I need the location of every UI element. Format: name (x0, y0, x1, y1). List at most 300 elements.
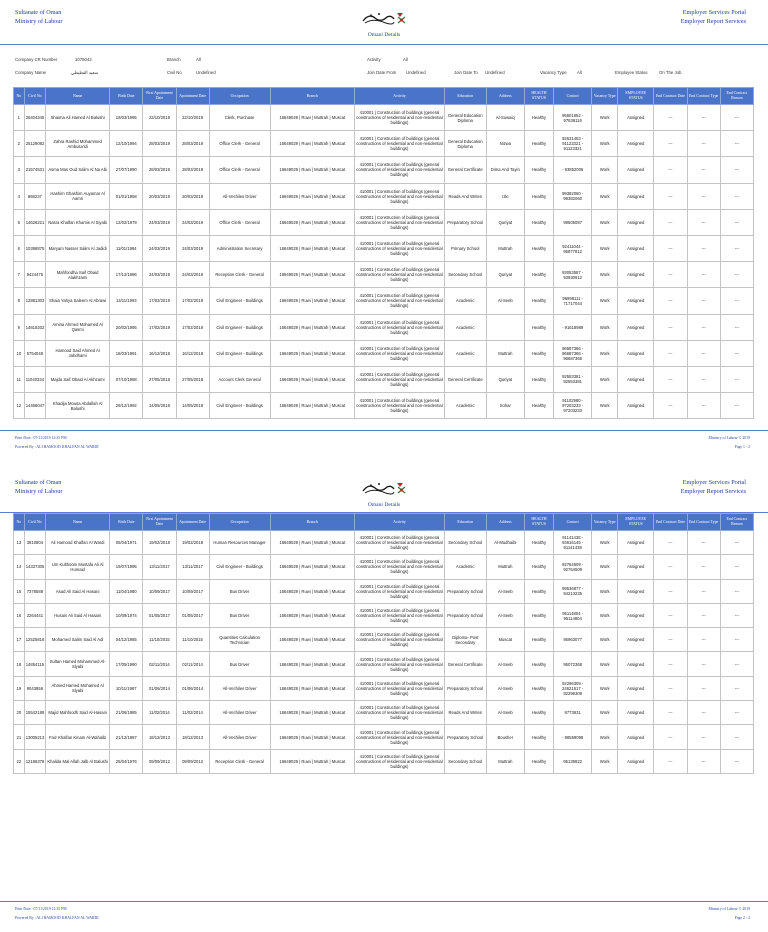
cell-health-status: Healthy (525, 157, 554, 183)
cell-branch: 16649029 | Ruwi | Muttrah | Muscat (270, 701, 354, 725)
column-header-activity: Activity (355, 88, 445, 105)
cell-vacancy-type: Work (592, 183, 618, 209)
cell-appointment-date: 11/02/2014 (176, 701, 209, 725)
cell-vacancy-type: Work (592, 531, 618, 555)
cell-contact: 95114804 - 95114804 (553, 603, 591, 627)
cell-name: Khalida Mal Allah Jalb Al Balushi (46, 749, 110, 773)
cell-first-appointment-date: 11/10/2015 (143, 628, 176, 652)
table-row (14, 314, 754, 340)
table-header-row (14, 88, 754, 105)
cell-contact: 9773631 (553, 701, 591, 725)
company-cr-value: 1075042 (75, 57, 92, 62)
cell-name: Mahfoodha Saif Obaid Alakhzami (46, 262, 110, 288)
cell-contact: 95601652 - 97636116 (553, 105, 591, 131)
cell-contact: - 91618989 (553, 314, 591, 340)
copyright: Ministry of Labour © 2019 (708, 436, 750, 440)
cell-end-contract-date: --- (654, 340, 687, 366)
cell-name: Ahmed Hamed Mohamed Al Siyabi (46, 676, 110, 700)
cell-end-contract-date: --- (654, 157, 687, 183)
column-header-birth-date: Birth Date (110, 88, 143, 105)
cell-birth-date: 01/01/1958 (110, 183, 143, 209)
cell-no: 6 (14, 235, 25, 261)
cell-contact: 96687366 - 96687366 - 96687366 (553, 340, 591, 366)
cell-occupation: Civil Engineer - Buildings (209, 314, 270, 340)
cell-education: General Education Diploma (444, 105, 486, 131)
employee-table-page-2 (13, 513, 754, 774)
column-header-health-status: HEALTH STATUS (525, 514, 554, 531)
cell-education: Preparatory School (444, 579, 486, 603)
cell-branch: 16649029 | Ruwi | Muttrah | Muscat (270, 209, 354, 235)
ministry-name: Ministry of Labour (15, 488, 63, 495)
employee-table-page-1 (13, 87, 754, 419)
cell-address: Al-Suwaiq (486, 105, 524, 131)
table-row (14, 531, 754, 555)
cell-end-contract-reason: --- (720, 579, 753, 603)
cell-name: Hamood Said Ahmed Al Jahdhami (46, 340, 110, 366)
cell-name: Shaima Ali Hamed Al Balushi (46, 105, 110, 131)
cell-branch: 16649029 | Ruwi | Muttrah | Muscat (270, 366, 354, 392)
cell-appointment-date: 17/02/2019 (176, 314, 209, 340)
cell-appointment-date: 02/11/2014 (176, 652, 209, 676)
cell-first-appointment-date: 11/02/2014 (143, 701, 176, 725)
cell-occupation: Quantities Calculation Technician (209, 628, 270, 652)
cell-end-contract-type: --- (687, 579, 720, 603)
cell-contact: 95139822 (553, 749, 591, 773)
cell-civil-no: 14854115 (24, 652, 45, 676)
cell-contact: 91141438 - 93616145 - 91141438 (553, 531, 591, 555)
cell-activity: 410001 | Construction of buildings (general constructions of residential and non-residential buildings) (355, 288, 445, 314)
cell-end-contract-type: --- (687, 235, 720, 261)
cell-end-contract-date: --- (654, 676, 687, 700)
cell-occupation: Clerk, Purchase (209, 105, 270, 131)
cell-civil-no: 14468047 (24, 393, 45, 419)
cell-end-contract-date: --- (654, 235, 687, 261)
cell-occupation: Reception Clerk - General (209, 749, 270, 773)
cell-first-appointment-date: 22/10/2019 (143, 105, 176, 131)
table-header-row (14, 514, 754, 531)
cell-activity: 410001 | Construction of buildings (general constructions of residential and non-residential buildings) (355, 749, 445, 773)
cell-activity: 410001 | Construction of buildings (general constructions of residential and non-residential buildings) (355, 652, 445, 676)
report-page-2 (0, 466, 768, 932)
cell-name: Sultan Hamed Mohammed Al-Siyabi (46, 652, 110, 676)
report-title: Omani Details (367, 502, 401, 508)
cell-occupation: All-Vechiles Driver (209, 676, 270, 700)
cell-contact: 92411044 - 95877812 (553, 235, 591, 261)
cell-end-contract-reason: --- (720, 603, 753, 627)
cell-branch: 16649029 | Ruwi | Muttrah | Muscat (270, 652, 354, 676)
cell-end-contract-reason: --- (720, 183, 753, 209)
cell-employee-status: Assigned (618, 701, 654, 725)
cell-branch: 16649029 | Ruwi | Muttrah | Muscat (270, 531, 354, 555)
cell-health-status: Healthy (525, 366, 554, 392)
cell-contact: 95963077 (553, 628, 591, 652)
cell-no: 1 (14, 105, 25, 131)
cell-address: Al-Seeb (486, 579, 524, 603)
cell-first-appointment-date: 16/12/2018 (143, 340, 176, 366)
cell-birth-date: 17/12/1986 (110, 262, 143, 288)
cell-occupation: Office Clerk - General (209, 209, 270, 235)
cell-name: Maryam Nasser Salim Al Jadidi (46, 235, 110, 261)
cell-education: Secondary School (444, 531, 486, 555)
column-header-contact: Contact (553, 88, 591, 105)
cell-birth-date: 20/02/1995 (110, 314, 143, 340)
powered-by: Powered By : ALI HAMOOD KHALFAN AL WARDI (15, 916, 99, 920)
cell-civil-no: 14337305 (24, 555, 45, 579)
cell-health-status: Healthy (525, 725, 554, 749)
cell-birth-date: 11/04/1980 (110, 579, 143, 603)
cell-end-contract-reason: --- (720, 701, 753, 725)
cell-end-contract-date: --- (654, 628, 687, 652)
cell-address: Dima And Tayin (486, 157, 524, 183)
cell-occupation: Civil Engineer - Buildings (209, 393, 270, 419)
cell-health-status: Healthy (525, 105, 554, 131)
cell-contact: - 98559098 (553, 725, 591, 749)
cell-branch: 16649029 | Ruwi | Muttrah | Muscat (270, 579, 354, 603)
cell-contact: 99505087 (553, 209, 591, 235)
cell-end-contract-type: --- (687, 183, 720, 209)
cell-occupation: Bus Driver (209, 652, 270, 676)
cell-activity: 410001 | Construction of buildings (general constructions of residential and non-residential buildings) (355, 531, 445, 555)
cell-end-contract-type: --- (687, 628, 720, 652)
cell-address: Al-Mudhaibi (486, 531, 524, 555)
cell-first-appointment-date: 24/03/2019 (143, 209, 176, 235)
cell-end-contract-type: --- (687, 314, 720, 340)
cell-activity: 410001 | Construction of buildings (general constructions of residential and non-residential buildings) (355, 725, 445, 749)
cell-end-contract-date: --- (654, 131, 687, 157)
cell-civil-no: 3910804 (24, 531, 45, 555)
cell-name: Hashim Ghashim Auyamar Al Aamri (46, 183, 110, 209)
cell-end-contract-date: --- (654, 209, 687, 235)
cell-end-contract-reason: --- (720, 157, 753, 183)
cell-branch: 16649029 | Ruwi | Muttrah | Muscat (270, 555, 354, 579)
cell-appointment-date: 24/03/2019 (176, 209, 209, 235)
column-header-occupation: Occupation (209, 514, 270, 531)
column-header-birth-date: Birth Date (110, 514, 143, 531)
cell-birth-date: 11/01/1984 (110, 235, 143, 261)
cell-end-contract-reason: --- (720, 105, 753, 131)
cell-employee-status: Assigned (618, 262, 654, 288)
cell-no: 16 (14, 603, 25, 627)
cell-no: 5 (14, 209, 25, 235)
cell-first-appointment-date: 27/05/2018 (143, 366, 176, 392)
cell-activity: 410001 | Construction of buildings (general constructions of residential and non-residential buildings) (355, 628, 445, 652)
ministry-of-labour-logo (361, 9, 407, 25)
cell-end-contract-reason: --- (720, 393, 753, 419)
cell-appointment-date: 09/09/2012 (176, 749, 209, 773)
cell-name: Husain Ali Said Al Hasani (46, 603, 110, 627)
cell-birth-date: 07/10/1988 (110, 366, 143, 392)
cell-occupation: Civil Engineer - Buildings (209, 555, 270, 579)
cell-end-contract-date: --- (654, 725, 687, 749)
cell-appointment-date: 20/03/2019 (176, 183, 209, 209)
cell-name: Majda Saif Obaid Al Akhzami (46, 366, 110, 392)
cell-occupation: All-Vechiles Driver (209, 183, 270, 209)
cell-vacancy-type: Work (592, 314, 618, 340)
cell-end-contract-reason: --- (720, 262, 753, 288)
cell-appointment-date: 24/03/2019 (176, 235, 209, 261)
cell-health-status: Healthy (525, 288, 554, 314)
cell-end-contract-date: --- (654, 652, 687, 676)
cell-employee-status: Assigned (618, 676, 654, 700)
cell-vacancy-type: Work (592, 555, 618, 579)
column-header-civil-no: Civil No (24, 88, 45, 105)
cell-health-status: Healthy (525, 262, 554, 288)
column-header-employee-status: EMPLOYEE STATUS (618, 514, 654, 531)
cell-vacancy-type: Work (592, 628, 618, 652)
civil-no-value: Undefined (196, 70, 216, 75)
cell-end-contract-type: --- (687, 652, 720, 676)
column-header-education: Education (444, 88, 486, 105)
report-services-name: Employer Report Services (680, 488, 746, 495)
cell-birth-date: 19/03/1995 (110, 105, 143, 131)
vacancy-type-label: Vacancy Type (540, 70, 567, 75)
cell-address: Al-Seeb (486, 288, 524, 314)
cell-employee-status: Assigned (618, 531, 654, 555)
column-header-end-contract-date: End Contract Date (654, 88, 687, 105)
cell-appointment-date: 27/05/2018 (176, 366, 209, 392)
cell-no: 11 (14, 366, 25, 392)
cell-occupation: All-Vechiles Driver (209, 701, 270, 725)
cell-end-contract-date: --- (654, 555, 687, 579)
footer-divider (0, 901, 768, 902)
cell-education: Preparatory School (444, 676, 486, 700)
cell-contact: - 93852006 (553, 157, 591, 183)
cell-vacancy-type: Work (592, 262, 618, 288)
cell-first-appointment-date: 19/02/2018 (143, 531, 176, 555)
cell-end-contract-date: --- (654, 183, 687, 209)
cell-civil-no: 2264441 (24, 603, 45, 627)
cell-end-contract-reason: --- (720, 131, 753, 157)
cell-branch: 16649029 | Ruwi | Muttrah | Muscat (270, 725, 354, 749)
cell-appointment-date: 17/02/2019 (176, 288, 209, 314)
cell-end-contract-type: --- (687, 725, 720, 749)
cell-end-contract-type: --- (687, 340, 720, 366)
cell-employee-status: Assigned (618, 235, 654, 261)
cell-vacancy-type: Work (592, 652, 618, 676)
table-row (14, 603, 754, 627)
company-name-value: سعيد القطيطي (71, 70, 99, 75)
table-row (14, 725, 754, 749)
cell-contact: 93053587 - 93930912 (553, 262, 591, 288)
cell-name: Um Kulthoom Mustafa Ali Al Humaid (46, 555, 110, 579)
column-header-first-appointment-date: First Apointment Date (143, 514, 176, 531)
cell-employee-status: Assigned (618, 749, 654, 773)
cell-vacancy-type: Work (592, 676, 618, 700)
country-name: Sultanate of Oman (15, 9, 62, 16)
cell-end-contract-date: --- (654, 288, 687, 314)
cell-appointment-date: 13/11/2017 (176, 555, 209, 579)
cell-end-contract-reason: --- (720, 725, 753, 749)
cell-end-contract-type: --- (687, 288, 720, 314)
country-name: Sultanate of Oman (15, 479, 62, 486)
ministry-name: Ministry of Labour (15, 18, 63, 25)
table-row (14, 393, 754, 419)
cell-vacancy-type: Work (592, 288, 618, 314)
cell-vacancy-type: Work (592, 749, 618, 773)
column-header-vacancy-type: Vacancy Type (592, 88, 618, 105)
cell-name: Majid Mahfoodh Said Al-Hasani (46, 701, 110, 725)
cell-activity: 410001 | Construction of buildings (general constructions of residential and non-residential buildings) (355, 555, 445, 579)
cell-contact: 92296309 - 24621517 - 92296309 (553, 676, 591, 700)
branch-label: Branch (167, 57, 181, 62)
column-header-name: Name (46, 88, 110, 105)
cell-health-status: Healthy (525, 676, 554, 700)
cell-employee-status: Assigned (618, 579, 654, 603)
cell-no: 22 (14, 749, 25, 773)
cell-address: Muttrah (486, 235, 524, 261)
join-date-to-label: Join Date To (454, 70, 478, 75)
cell-end-contract-date: --- (654, 262, 687, 288)
cell-address: Al-Seeb (486, 701, 524, 725)
cell-vacancy-type: Work (592, 393, 618, 419)
cell-address: Al-Seeb (486, 603, 524, 627)
cell-end-contract-reason: --- (720, 366, 753, 392)
cell-branch: 16649029 | Ruwi | Muttrah | Muscat (270, 749, 354, 773)
cell-end-contract-date: --- (654, 701, 687, 725)
cell-health-status: Healthy (525, 209, 554, 235)
activity-label: Activity (367, 57, 381, 62)
table-row (14, 262, 754, 288)
cell-end-contract-type: --- (687, 131, 720, 157)
cell-health-status: Healthy (525, 701, 554, 725)
cell-address: Izki (486, 183, 524, 209)
copyright: Ministry of Labour © 2019 (708, 907, 750, 911)
cell-address: Muttrah (486, 340, 524, 366)
cell-employee-status: Assigned (618, 209, 654, 235)
cell-activity: 410001 | Construction of buildings (general constructions of residential and non-residential buildings) (355, 209, 445, 235)
cell-branch: 16649029 | Ruwi | Muttrah | Muscat (270, 288, 354, 314)
cell-health-status: Healthy (525, 131, 554, 157)
table-row (14, 131, 754, 157)
column-header-end-contract-reason: End Contract Reason (720, 514, 753, 531)
cell-civil-no: 13005213 (24, 725, 45, 749)
cell-no: 20 (14, 701, 25, 725)
cell-branch: 16649029 | Ruwi | Muttrah | Muscat (270, 131, 354, 157)
cell-end-contract-reason: --- (720, 676, 753, 700)
report-filters (15, 57, 755, 79)
cell-health-status: Healthy (525, 749, 554, 773)
cell-name: Mohamed Salim Said Al Adi (46, 628, 110, 652)
cell-appointment-date: 14/05/2018 (176, 393, 209, 419)
cell-birth-date: 13/11/1993 (110, 288, 143, 314)
cell-education: Secondary School (444, 749, 486, 773)
column-header-education: Education (444, 514, 486, 531)
cell-branch: 16649029 | Ruwi | Muttrah | Muscat (270, 235, 354, 261)
cell-civil-no: 26404345 (24, 105, 45, 131)
cell-no: 13 (14, 531, 25, 555)
cell-address: Muttrah (486, 555, 524, 579)
cell-branch: 16649029 | Ruwi | Muttrah | Muscat (270, 157, 354, 183)
print-date: Print Date : 07/11/2019 12:35 PM (15, 907, 67, 911)
cell-branch: 16649029 | Ruwi | Muttrah | Muscat (270, 628, 354, 652)
cell-employee-status: Assigned (618, 288, 654, 314)
cell-end-contract-type: --- (687, 366, 720, 392)
cell-activity: 410001 | Construction of buildings (general constructions of residential and non-residential buildings) (355, 701, 445, 725)
cell-address: Al-Seeb (486, 652, 524, 676)
cell-health-status: Healthy (525, 555, 554, 579)
cell-no: 18 (14, 652, 25, 676)
cell-end-contract-type: --- (687, 105, 720, 131)
cell-employee-status: Assigned (618, 314, 654, 340)
cell-branch: 16649029 | Ruwi | Muttrah | Muscat (270, 183, 354, 209)
cell-vacancy-type: Work (592, 131, 618, 157)
cell-end-contract-date: --- (654, 314, 687, 340)
column-header-contact: Contact (553, 514, 591, 531)
cell-end-contract-type: --- (687, 531, 720, 555)
cell-end-contract-reason: --- (720, 628, 753, 652)
cell-employee-status: Assigned (618, 628, 654, 652)
company-name-label: Company Name (15, 70, 47, 75)
cell-birth-date: 10/09/1974 (110, 603, 143, 627)
ministry-of-labour-logo (361, 479, 407, 495)
cell-end-contract-date: --- (654, 105, 687, 131)
cell-vacancy-type: Work (592, 209, 618, 235)
cell-education: General Certificate (444, 652, 486, 676)
cell-branch: 16649029 | Ruwi | Muttrah | Muscat (270, 676, 354, 700)
cell-end-contract-reason: --- (720, 749, 753, 773)
cell-end-contract-type: --- (687, 393, 720, 419)
cell-vacancy-type: Work (592, 340, 618, 366)
cell-address: Sohar (486, 393, 524, 419)
cell-activity: 410001 | Construction of buildings (general constructions of residential and non-residential buildings) (355, 366, 445, 392)
cell-contact: 95072368 (553, 652, 591, 676)
cell-employee-status: Assigned (618, 652, 654, 676)
cell-address: Nizwa (486, 131, 524, 157)
cell-first-appointment-date: 18/12/2013 (143, 725, 176, 749)
cell-occupation: Account Clerk General (209, 366, 270, 392)
join-date-from-label: Join Date From (367, 70, 397, 75)
cell-address: Muscat (486, 628, 524, 652)
cell-address: Quriyat (486, 262, 524, 288)
cell-civil-no: 14626221 (24, 209, 45, 235)
table-row (14, 340, 754, 366)
cell-end-contract-type: --- (687, 676, 720, 700)
cell-end-contract-type: --- (687, 701, 720, 725)
cell-name: Shaia Yahya Saleem Al Abrawi (46, 288, 110, 314)
cell-employee-status: Assigned (618, 725, 654, 749)
cell-end-contract-reason: --- (720, 652, 753, 676)
cell-employee-status: Assigned (618, 157, 654, 183)
cell-no: 12 (14, 393, 25, 419)
cell-education: Preparatory School (444, 209, 486, 235)
column-header-no: No (14, 514, 25, 531)
cell-contact: 96998111 - 71717044 (553, 288, 591, 314)
civil-no-label: Civil No (167, 70, 182, 75)
cell-contact: 92553381 - 92553381 (553, 366, 591, 392)
table-row (14, 628, 754, 652)
cell-end-contract-reason: --- (720, 314, 753, 340)
cell-vacancy-type: Work (592, 366, 618, 392)
cell-contact: 92764509 - 92764509 (553, 555, 591, 579)
cell-end-contract-reason: --- (720, 235, 753, 261)
cell-address: Muttrah (486, 749, 524, 773)
table-row (14, 366, 754, 392)
table-row (14, 209, 754, 235)
cell-vacancy-type: Work (592, 235, 618, 261)
cell-education: Secondary School (444, 262, 486, 288)
cell-education: General Education Diploma (444, 131, 486, 157)
cell-appointment-date: 01/06/2014 (176, 676, 209, 700)
cell-no: 4 (14, 183, 25, 209)
column-header-activity: Activity (355, 514, 445, 531)
cell-appointment-date: 10/09/2017 (176, 579, 209, 603)
cell-activity: 410001 | Construction of buildings (general constructions of residential and non-residential buildings) (355, 676, 445, 700)
cell-activity: 410001 | Construction of buildings (general constructions of residential and non-residential buildings) (355, 131, 445, 157)
cell-occupation: Office Clerk - General (209, 131, 270, 157)
cell-civil-no: 7376588 (24, 579, 45, 603)
cell-occupation: Civil Engineer - Buildings (209, 340, 270, 366)
cell-branch: 16649029 | Ruwi | Muttrah | Muscat (270, 603, 354, 627)
